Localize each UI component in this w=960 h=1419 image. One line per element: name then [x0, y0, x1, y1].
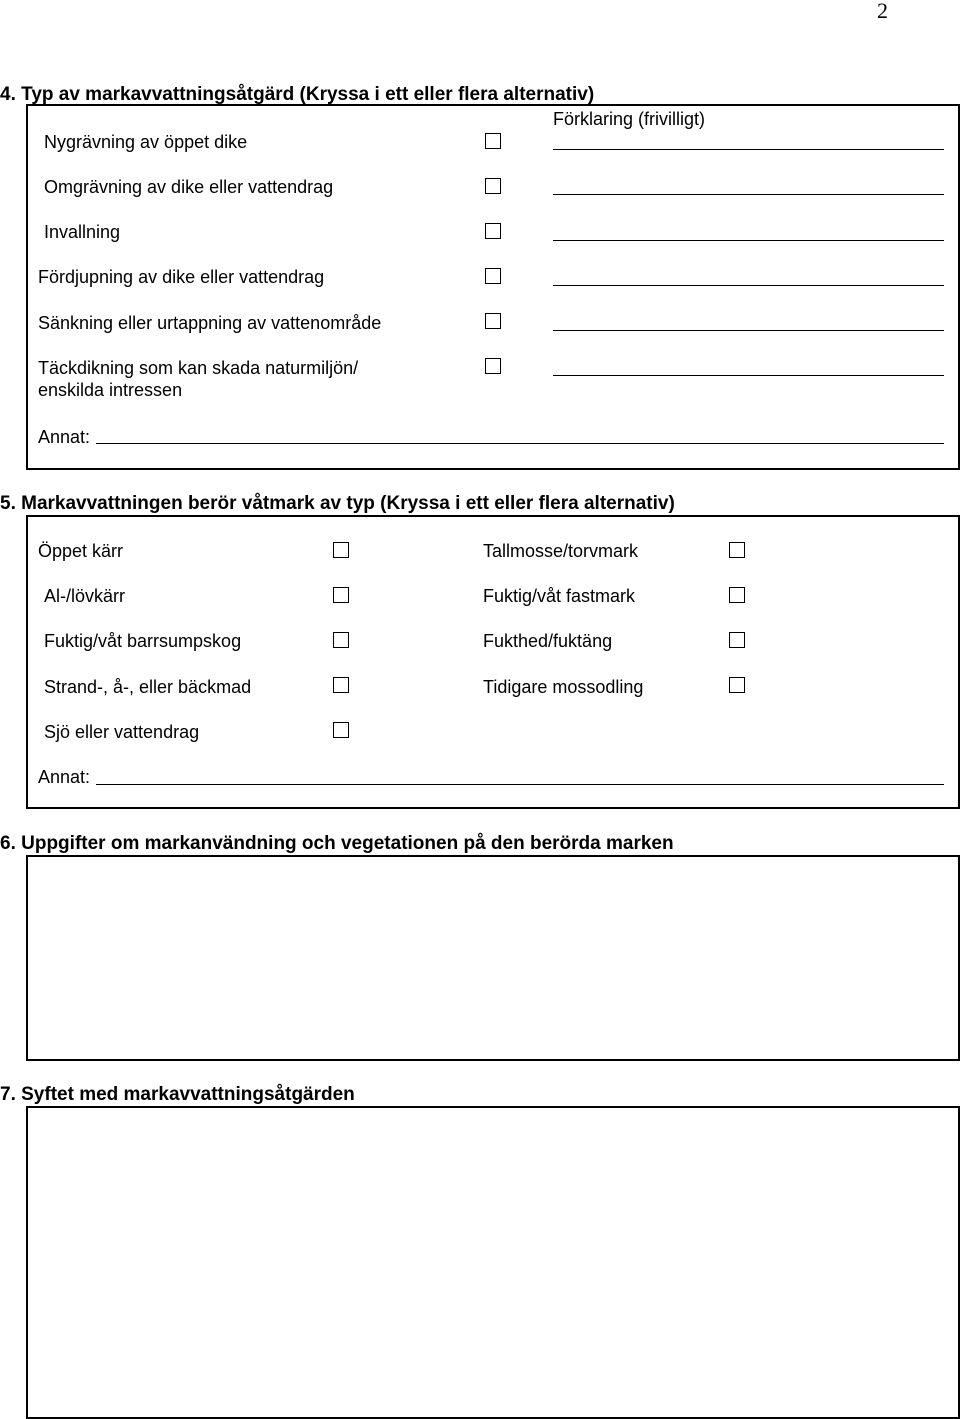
wetland-label: Fuktig/våt barrsumpskog	[44, 631, 242, 651]
other-field[interactable]	[96, 443, 944, 444]
page-number: 2	[877, 0, 888, 23]
measure-checkbox[interactable]	[485, 223, 501, 239]
measure-checkbox[interactable]	[485, 133, 501, 149]
explanation-field[interactable]	[553, 330, 944, 331]
other-label: Annat:	[38, 767, 91, 787]
measure-checkbox[interactable]	[485, 268, 501, 284]
land-use-textarea[interactable]	[26, 855, 960, 1061]
wetland-checkbox[interactable]	[333, 542, 349, 558]
explanation-field[interactable]	[553, 375, 944, 376]
measure-label: Täckdikning som kan skada naturmiljön/	[38, 358, 359, 378]
explanation-header: Förklaring (frivilligt)	[553, 109, 706, 129]
measure-label: Invallning	[44, 222, 121, 242]
section5-heading: 5. Markavvattningen berör våtmark av typ (Kryssa i ett eller flera alternativ)	[0, 493, 675, 514]
wetland-label: Tallmosse/torvmark	[483, 541, 639, 561]
measure-label-line2: enskilda intressen	[38, 380, 183, 400]
wetland-checkbox[interactable]	[729, 587, 745, 603]
measure-label: Fördjupning av dike eller vattendrag	[38, 267, 325, 287]
measure-checkbox[interactable]	[485, 358, 501, 374]
wetland-checkbox[interactable]	[333, 677, 349, 693]
wetland-label: Al-/lövkärr	[44, 586, 126, 606]
measure-checkbox[interactable]	[485, 313, 501, 329]
wetland-checkbox[interactable]	[729, 632, 745, 648]
wetland-checkbox[interactable]	[729, 542, 745, 558]
measure-label: Nygrävning av öppet dike	[44, 132, 248, 152]
explanation-field[interactable]	[553, 240, 944, 241]
explanation-field[interactable]	[553, 194, 944, 195]
wetland-label: Tidigare mossodling	[483, 677, 644, 697]
wetland-label: Fuktig/våt fastmark	[483, 586, 636, 606]
other-label: Annat:	[38, 427, 91, 447]
measure-checkbox[interactable]	[485, 178, 501, 194]
wetland-label: Strand-, å-, eller bäckmad	[44, 677, 252, 697]
wetland-checkbox[interactable]	[729, 677, 745, 693]
section7-heading: 7. Syftet med markavvattningsåtgärden	[0, 1084, 355, 1105]
section6-heading: 6. Uppgifter om markanvändning och vegetationen på den berörda marken	[0, 833, 674, 854]
wetland-checkbox[interactable]	[333, 632, 349, 648]
measure-label: Omgrävning av dike eller vattendrag	[44, 177, 334, 197]
explanation-field[interactable]	[553, 149, 944, 150]
wetland-checkbox[interactable]	[333, 587, 349, 603]
wetland-label: Sjö eller vattendrag	[44, 722, 200, 742]
explanation-field[interactable]	[553, 285, 944, 286]
purpose-textarea[interactable]	[26, 1106, 960, 1419]
wetland-checkbox[interactable]	[333, 722, 349, 738]
wetland-label: Öppet kärr	[38, 541, 124, 561]
measure-label: Sänkning eller urtappning av vattenområde	[38, 313, 382, 333]
wetland-label: Fukthed/fuktäng	[483, 631, 613, 651]
section4-heading: 4. Typ av markavvattningsåtgärd (Kryssa i ett eller flera alternativ)	[0, 84, 595, 105]
other-field[interactable]	[96, 784, 944, 785]
